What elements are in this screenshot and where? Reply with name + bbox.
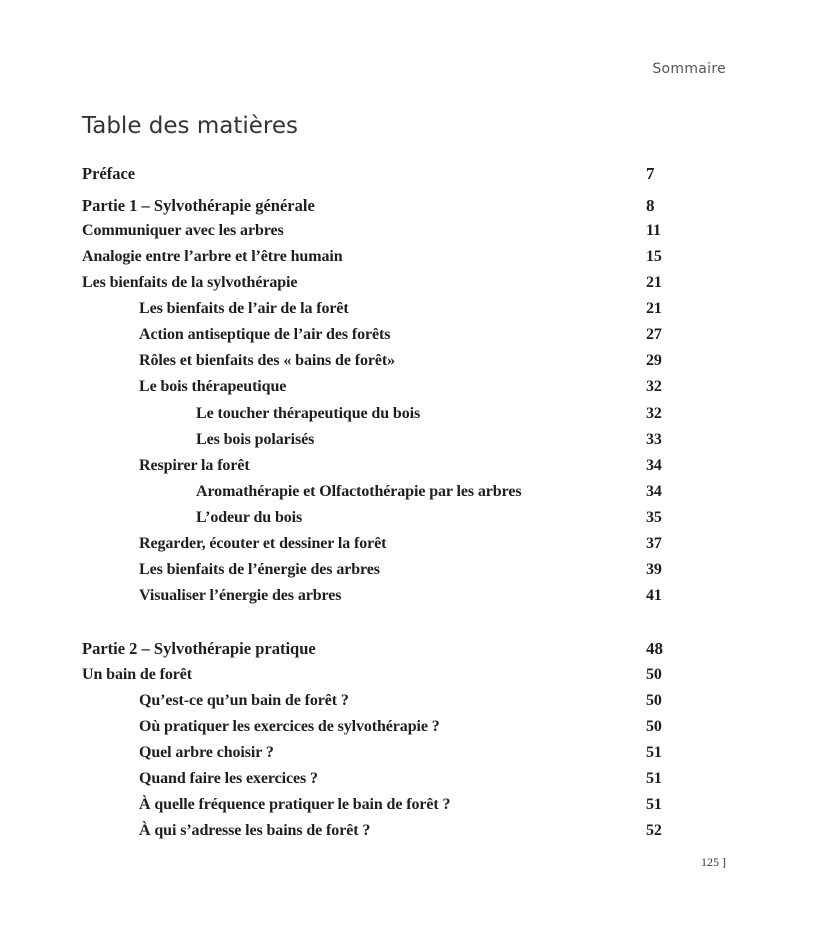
page-title: Table des matières	[82, 113, 298, 139]
toc-row[interactable]	[82, 299, 670, 319]
toc-entry-page: 32	[646, 405, 662, 422]
toc-row[interactable]	[82, 534, 670, 554]
toc-entry-title: Analogie entre l’arbre et l’être humain	[82, 248, 343, 265]
toc-entry-title: L’odeur du bois	[196, 509, 303, 526]
toc-entry-title: Aromathérapie et Olfactothérapie par les arbres	[196, 483, 522, 500]
toc-entry-title: Action antiseptique de l’air des forêts	[139, 326, 391, 343]
toc-entry-title: Les bienfaits de l’énergie des arbres	[139, 561, 380, 578]
toc-entry-page: 33	[646, 431, 662, 448]
toc-entry-page: 34	[646, 457, 662, 474]
toc-entry-title: Les bienfaits de l’air de la forêt	[139, 300, 349, 317]
toc-row-part-2[interactable]	[82, 639, 670, 659]
toc-row[interactable]	[82, 377, 670, 397]
toc-row[interactable]	[82, 508, 670, 528]
toc-entry-page: 11	[646, 222, 661, 239]
toc-entry-page: 32	[646, 378, 662, 395]
toc-entry-title: Rôles et bienfaits des « bains de forêt»	[139, 352, 395, 369]
toc-row[interactable]	[82, 404, 670, 424]
toc-row[interactable]	[82, 795, 670, 815]
toc-entry-title: Qu’est-ce qu’un bain de forêt ?	[139, 692, 349, 709]
toc-entry-page: 7	[646, 164, 655, 183]
toc-row[interactable]	[82, 456, 670, 476]
toc-row[interactable]	[82, 769, 670, 789]
toc-entry-title: Les bienfaits de la sylvothérapie	[82, 274, 298, 291]
page-number: 125 ]	[701, 855, 726, 869]
toc-entry-page: 51	[646, 744, 662, 761]
toc-row[interactable]	[82, 821, 670, 841]
toc-entry-title: Communiquer avec les arbres	[82, 222, 284, 239]
toc-row[interactable]	[82, 351, 670, 371]
toc-entry-title: Partie 2 – Sylvothérapie pratique	[82, 639, 316, 658]
toc-row[interactable]	[82, 325, 670, 345]
toc-row[interactable]	[82, 273, 670, 293]
toc-entry-page: 50	[646, 666, 662, 683]
toc-entry-page: 34	[646, 483, 662, 500]
toc-entry-title: À quelle fréquence pratiquer le bain de forêt ?	[139, 796, 451, 813]
toc-row[interactable]	[82, 691, 670, 711]
toc-entry-title: Préface	[82, 164, 136, 183]
toc-row[interactable]	[82, 221, 670, 241]
toc-entry-title: Un bain de forêt	[82, 666, 192, 683]
toc-entry-page: 29	[646, 352, 662, 369]
toc-entry-title: Partie 1 – Sylvothérapie générale	[82, 196, 315, 215]
toc-row[interactable]	[82, 717, 670, 737]
toc-entry-title: Regarder, écouter et dessiner la forêt	[139, 535, 387, 552]
toc-entry-page: 35	[646, 509, 662, 526]
toc-entry-page: 51	[646, 796, 662, 813]
running-head: Sommaire	[652, 61, 726, 77]
toc-entry-page: 50	[646, 692, 662, 709]
toc-entry-title: Visualiser l’énergie des arbres	[139, 587, 342, 604]
toc-row[interactable]	[82, 665, 670, 685]
toc-row[interactable]	[82, 743, 670, 763]
toc-entry-page: 27	[646, 326, 662, 343]
toc-row[interactable]	[82, 586, 670, 606]
toc-row[interactable]	[82, 560, 670, 580]
toc-entry-title: Le bois thérapeutique	[139, 378, 287, 395]
toc-entry-title: Quel arbre choisir ?	[139, 744, 274, 761]
toc-entry-page: 39	[646, 561, 662, 578]
toc-entry-page: 48	[646, 639, 663, 658]
toc-entry-page: 8	[646, 196, 655, 215]
toc-row[interactable]	[82, 430, 670, 450]
toc-entry-title: Quand faire les exercices ?	[139, 770, 318, 787]
toc-entry-page: 15	[646, 248, 662, 265]
toc-entry-page: 21	[646, 274, 662, 291]
toc-entry-page: 50	[646, 718, 662, 735]
toc-entry-page: 52	[646, 822, 662, 839]
toc-row[interactable]	[82, 247, 670, 267]
toc-entry-page: 21	[646, 300, 662, 317]
toc-entry-title: Les bois polarisés	[196, 431, 315, 448]
toc-row-part-1[interactable]	[82, 196, 670, 216]
toc-entry-title: À qui s’adresse les bains de forêt ?	[139, 822, 371, 839]
toc-entry-page: 51	[646, 770, 662, 787]
toc-row[interactable]	[82, 482, 670, 502]
toc-entry-title: Respirer la forêt	[139, 457, 250, 474]
toc-entry-page: 37	[646, 535, 662, 552]
toc-entry-title: Où pratiquer les exercices de sylvothérapie ?	[139, 718, 440, 735]
toc-row-preface[interactable]	[82, 164, 670, 184]
toc-entry-title: Le toucher thérapeutique du bois	[196, 405, 421, 422]
toc-entry-page: 41	[646, 587, 662, 604]
